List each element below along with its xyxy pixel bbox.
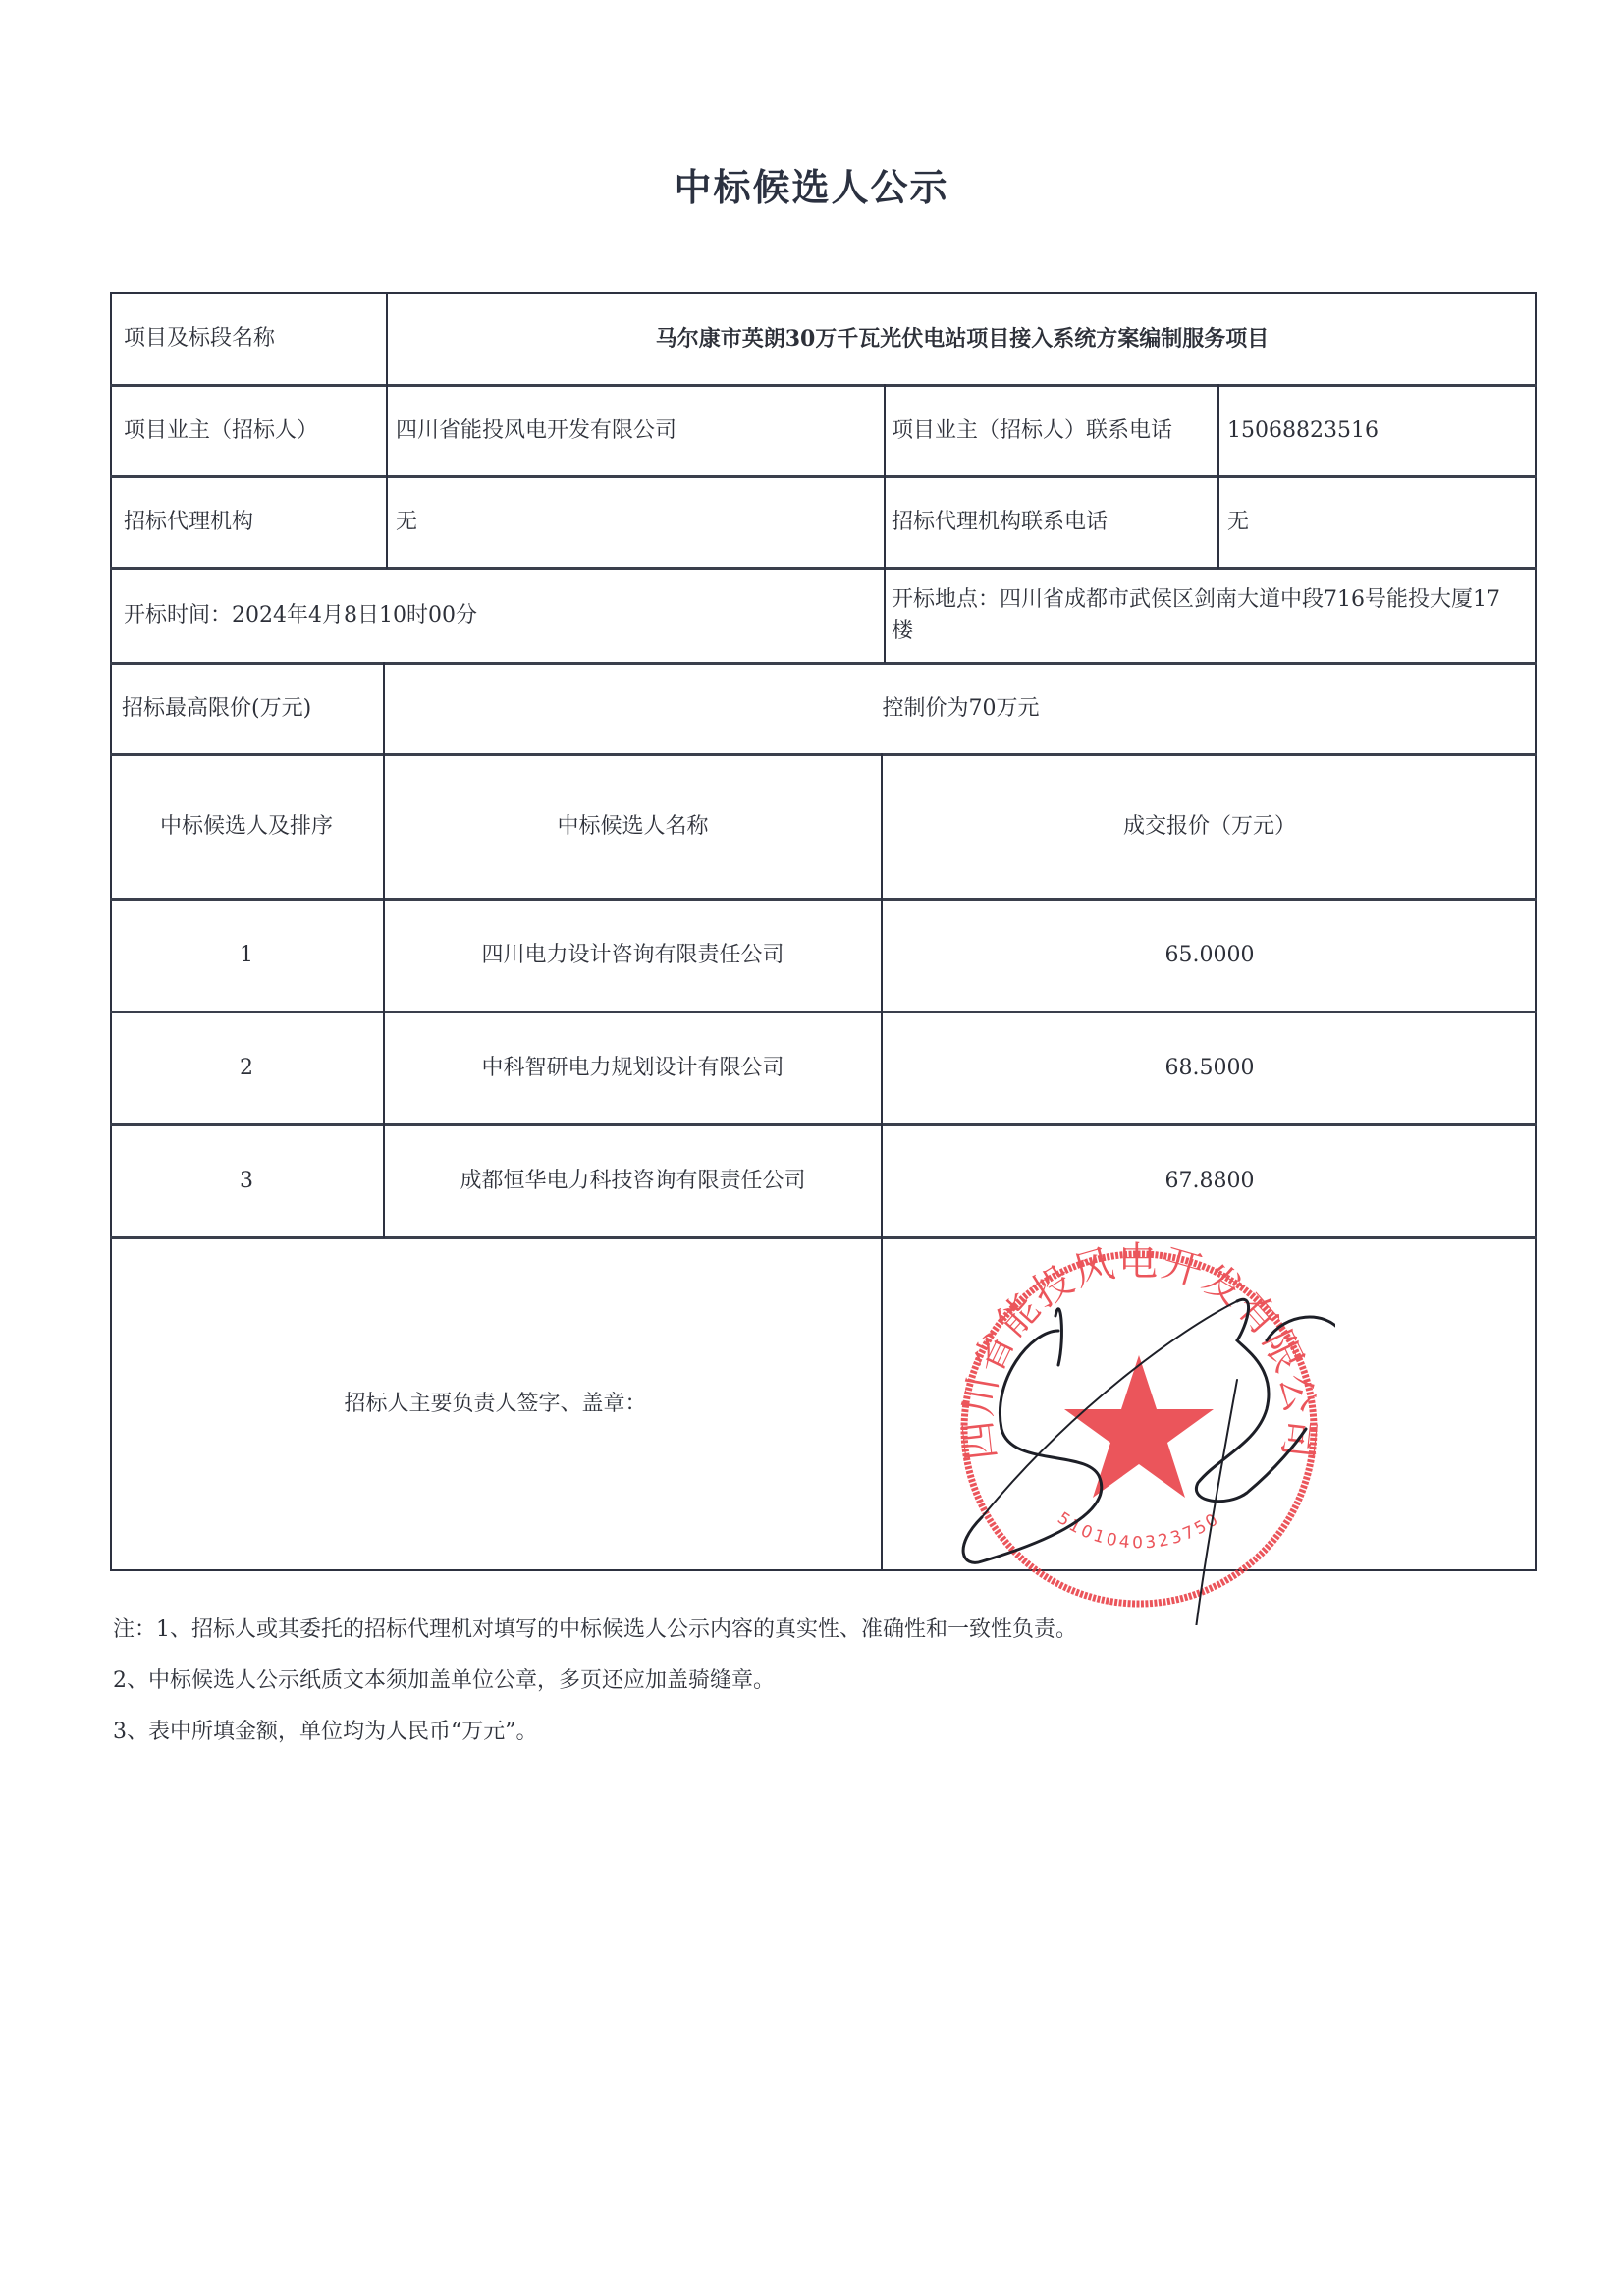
candidate-name: 成都恒华电力科技咨询有限责任公司: [460, 1168, 806, 1193]
owner-phone-label: 项目业主（招标人）联系电话: [892, 417, 1173, 443]
note-3: 3、表中所填金额，单位均为人民币“万元”。: [113, 1720, 538, 1744]
header-name: 中标候选人名称: [557, 813, 709, 839]
seal-code-text: 5101040323750: [1054, 1508, 1224, 1554]
candidate-rank: 2: [240, 1055, 253, 1080]
agent-label: 招标代理机构: [124, 509, 254, 534]
seal-ring-text: 四川省能投风电开发有限公司: [954, 1238, 1324, 1463]
owner-label: 项目业主（招标人）: [124, 417, 319, 443]
agent-phone-value: 无: [1227, 509, 1250, 534]
project-name-label: 项目及标段名称: [124, 325, 276, 351]
owner-phone-value: 15068823516: [1227, 417, 1379, 443]
candidate-rank: 3: [240, 1168, 253, 1193]
seal-star-icon: [1064, 1355, 1214, 1498]
agent-value: 无: [396, 509, 418, 534]
page-title: 中标候选人公示: [674, 166, 949, 209]
owner-value: 四川省能投风电开发有限公司: [396, 417, 677, 443]
candidate-name: 四川电力设计咨询有限责任公司: [481, 942, 784, 967]
max-price-value: 控制价为70万元: [882, 695, 1040, 721]
candidate-price: 67.8800: [1164, 1168, 1255, 1193]
signature-label: 招标人主要负责人签字、盖章：: [344, 1392, 647, 1416]
official-seal: [943, 1232, 1335, 1625]
candidate-price: 68.5000: [1164, 1055, 1255, 1080]
candidate-rank: 1: [240, 942, 253, 967]
max-price-label: 招标最高限价(万元): [122, 695, 312, 721]
candidate-price: 65.0000: [1164, 942, 1255, 967]
header-price: 成交报价（万元）: [1122, 813, 1296, 839]
note-1: 注：1、招标人或其委托的招标代理机对填写的中标候选人公示内容的真实性、准确性和一致性负责。: [113, 1617, 1078, 1642]
open-place: 开标地点：四川省成都市武侯区剑南大道中段716号能投大厦17楼: [892, 586, 1500, 643]
agent-phone-label: 招标代理机构联系电话: [892, 509, 1109, 534]
note-2: 2、中标候选人公示纸质文本须加盖单位公章，多页还应加盖骑缝章。: [113, 1668, 775, 1693]
open-time: 开标时间：2024年4月8日10时00分: [124, 602, 477, 628]
project-name-value: 马尔康市英朗30万千瓦光伏电站项目接入系统方案编制服务项目: [655, 325, 1270, 352]
header-rank: 中标候选人及排序: [159, 813, 333, 839]
candidate-name: 中科智研电力规划设计有限公司: [481, 1055, 784, 1080]
